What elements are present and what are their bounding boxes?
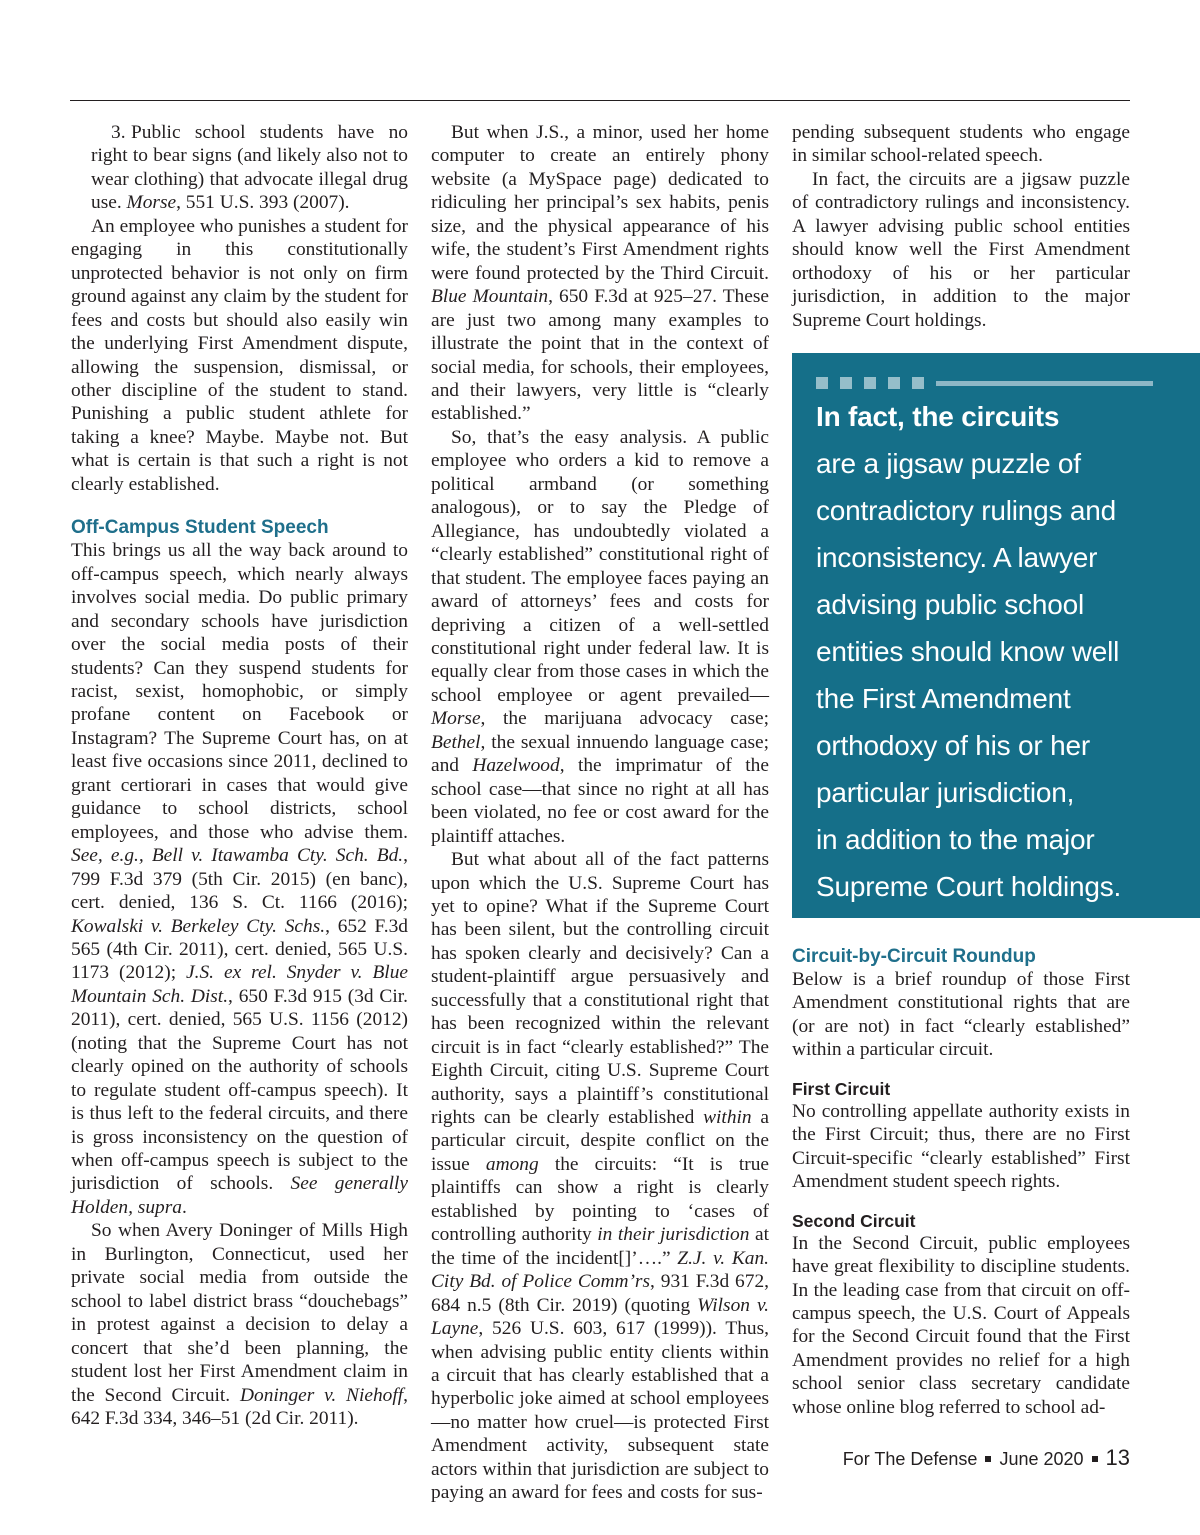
paragraph: So when Avery Doninger of Mills High in Burlington, Connecticut, used her private social media from outside the school to label district brass “douchebags” in protest against a decision to delay a concert that she’d been planning, the student lost her First Amendment claim in the Second Circuit. Doninger v. Niehoff, 642 F.3d 334, 346–51 (2d Cir. 2011). [71, 1220, 408, 1430]
case-citation: Morse [431, 708, 481, 730]
pull-quote-line: contradictory rulings and [816, 495, 1117, 526]
section-heading: Off-Campus Student Speech [71, 517, 329, 539]
case-citation: Blue Mountain [431, 286, 549, 308]
list-item: 3. Public school students have no right to bear signs (and likely also not to wear clothing) that advocate illegal drug use. Morse, 551 U.S. 393 (2007). [91, 122, 408, 214]
paragraph: But when J.S., a minor, used her home computer to create an entirely phony website (a MySpace page) dedicated to ridiculing her principal’s sex habits, penis size, and the physical appearance of his wife, the student’s First Amendment rights were found protected by the Third Circuit. Blue Mountain, 650 F.3d at 925–27. These are just two among many examples to illustrate the point that in the context of social media, for schools, their employees, and their lawyers, very little is “clearly established.” [431, 122, 769, 425]
pull-quote-line: the First Amendment [816, 683, 1071, 714]
column-3-top [792, 121, 1130, 332]
case-citation: Doninger v. Niehoff [240, 1384, 404, 1406]
publication-name: For The Defense [842, 1449, 978, 1469]
pull-quote-line: in addition to the major [816, 824, 1095, 855]
case-citation: Wilson v. Layne [431, 1294, 769, 1340]
section-heading: Circuit-by-Circuit Roundup [792, 946, 1036, 967]
column-3-bottom [792, 925, 1130, 1419]
emphasis: among [485, 1153, 539, 1175]
paragraph: pending subsequent students who engage in similar school-related speech. [792, 122, 1130, 167]
column-2 [431, 121, 769, 1505]
top-rule [70, 100, 1130, 101]
case-citation: Z.J. v. Kan. City Bd. of Police Comm’rs [431, 1247, 769, 1293]
pull-quote [792, 353, 1200, 918]
pull-quote-text [816, 393, 1186, 910]
page-footer [843, 1445, 1130, 1471]
pull-quote-line: advising public school [816, 589, 1084, 620]
paragraph: An employee who punishes a student for engaging in this constitutionally unprotected behavior is not only on firm ground against any claim by the student for fees and costs but should also easily win the underlying First Amendment dispute, allowing the suspension, dismissal, or other discipline of the student to stand. Punishing a public student athlete for taking a knee? Maybe. Maybe not. But what is certain is that such a right is not clearly established. [71, 215, 408, 495]
pull-quote-line: are a jigsaw puzzle of [816, 448, 1081, 479]
list-item-number: 3. [111, 122, 126, 143]
pull-quote-line: inconsistency. A lawyer [816, 542, 1098, 573]
paragraph: But what about all of the fact patterns upon which the U.S. Supreme Court has yet to opine? What if the Supreme Court has been silent, but the controlling circuit has spoken clearly and decisively? Can a student-plaintiff argue persuasively and successfully that a constitutional right that has been recognized within the relevant circuit is in fact “clearly established?” The Eighth Circuit, citing U.S. Supreme Court authority, says a plaintiff’s constitutional rights can be clearly established within a particular circuit, despite conflict on the issue among the circuits: “It is true plaintiffs can show a right is clearly established by pointing to ‘cases of controlling authority in their jurisdiction at the time of the incident[]’….” Z.J. v. Kan. City Bd. of Police Comm’rs, 931 F.3d 672, 684 n.5 (8th Cir. 2019) (quoting Wilson v. Layne, 526 U.S. 603, 617 (1999)). Thus, when advising public entity clients within a circuit that has clearly established that a hyperbolic joke aimed at school employees—no matter how cruel—is protected First Amendment activity, subsequent state actors within that jurisdiction are subject to paying an award for fees and costs for sus- [431, 849, 770, 1504]
paragraph: So, that’s the easy analysis. A public employee who orders a kid to remove a political armband (or something analogous), or to say the Pledge of Allegiance, has undoubtedly violated a “clearly established” constitutional right of that student. The employee faces paying an award of attorneys’ fees and costs for depriving a citizen of a well-settled constitutional right under federal law. It is equally clear from those cases in which the school employee or agent prevailed—Morse, the marijuana advocacy case; Bethel, the sexual innuendo language case; and Hazelwood, the imprimatur of the school case—that since no right at all has been violated, no fee or cost award for the plaintiff attaches. [431, 426, 769, 847]
decorative-dots-icon [816, 377, 1129, 389]
page-number: 13 [1105, 1445, 1130, 1470]
case-citation: Hazelwood [472, 755, 560, 777]
subheading: First Circuit [792, 1078, 891, 1099]
case-citation: Kowalski v. Berkeley Cty. Schs. [71, 915, 326, 937]
paragraph: No controlling appellate authority exists in the First Circuit; thus, there are no First Circuit-specific “clearly established” First Amendment student speech rights. [792, 1100, 1130, 1193]
paragraph: This brings us all the way back around to off-campus speech, which nearly always involves social media. Do public primary and secondary schools have jurisdiction over the social media posts of their students? Can they suspend students for racist, sexist, homophobic, or simply profane content on Facebook or Instagram? The Supreme Court has, on at least five occasions since 2011, declined to grant certiorari in cases that would give guidance to school districts, school employees, and those who advise them. See, e.g., Bell v. Itawamba Cty. Sch. Bd., 799 F.3d 379 (5th Cir. 2015) (en banc), cert. denied, 136 S. Ct. 1166 (2016); Kowalski v. Berkeley Cty. Schs., 652 F.3d 565 (4th Cir. 2011), cert. denied, 565 U.S. 1173 (2012); J.S. ex rel. Snyder v. Blue Mountain Sch. Dist., 650 F.3d 915 (3d Cir. 2011), cert. denied, 565 U.S. 1156 (2012) (noting that the Supreme Court has not clearly opined on the authority of schools to regulate student off-campus speech). It is thus left to the federal circuits, and there is gross inconsistency on the question of when off-campus speech is subject to the jurisdiction of schools. See generally Holden, supra. [71, 540, 409, 1218]
issue-date: June 2020 [999, 1449, 1084, 1469]
pull-quote-line: entities should know well [816, 636, 1120, 667]
pull-quote-lead: In fact, the circuits [816, 401, 1060, 432]
subheading: Second Circuit [792, 1210, 916, 1231]
paragraph: Below is a brief roundup of those First Amendment constitutional rights that are (or are not) in fact “clearly established” within a particular circuit. [792, 969, 1130, 1061]
column-1 [71, 121, 408, 1430]
emphasis: in their jurisdiction [597, 1224, 750, 1246]
pull-quote-line: Supreme Court holdings. [816, 871, 1122, 902]
pull-quote-line: particular jurisdiction, [816, 777, 1075, 808]
emphasis: within [703, 1107, 752, 1129]
separator-icon [985, 1456, 991, 1462]
pull-quote-line: orthodoxy of his or her [816, 730, 1090, 761]
paragraph: In the Second Circuit, public employees have great flexibility to discipline students. In the leading case from that circuit on off-campus speech, the U.S. Court of Appeals for the Second Circuit found that the First Amendment provides no relief for a high school senior class secretary candidate whose online blog referred to school ad- [792, 1232, 1130, 1418]
case-citation: J.S. ex rel. Snyder v. Blue Mountain Sch. Dist. [71, 962, 408, 1007]
separator-icon [1092, 1456, 1098, 1462]
case-citation: See, e.g., Bell v. Itawamba Cty. Sch. Bd. [71, 845, 404, 867]
case-citation: Morse [126, 192, 177, 214]
case-citation: Bethel [431, 731, 481, 753]
paragraph: In fact, the circuits are a jigsaw puzzle of contradictory rulings and inconsistency. A lawyer advising public school entities should know well the First Amendment orthodoxy of his or her particular jurisdiction, in addition to the major Supreme Court holdings. [792, 168, 1130, 331]
case-citation: See generally Holden, supra [71, 1173, 409, 1218]
